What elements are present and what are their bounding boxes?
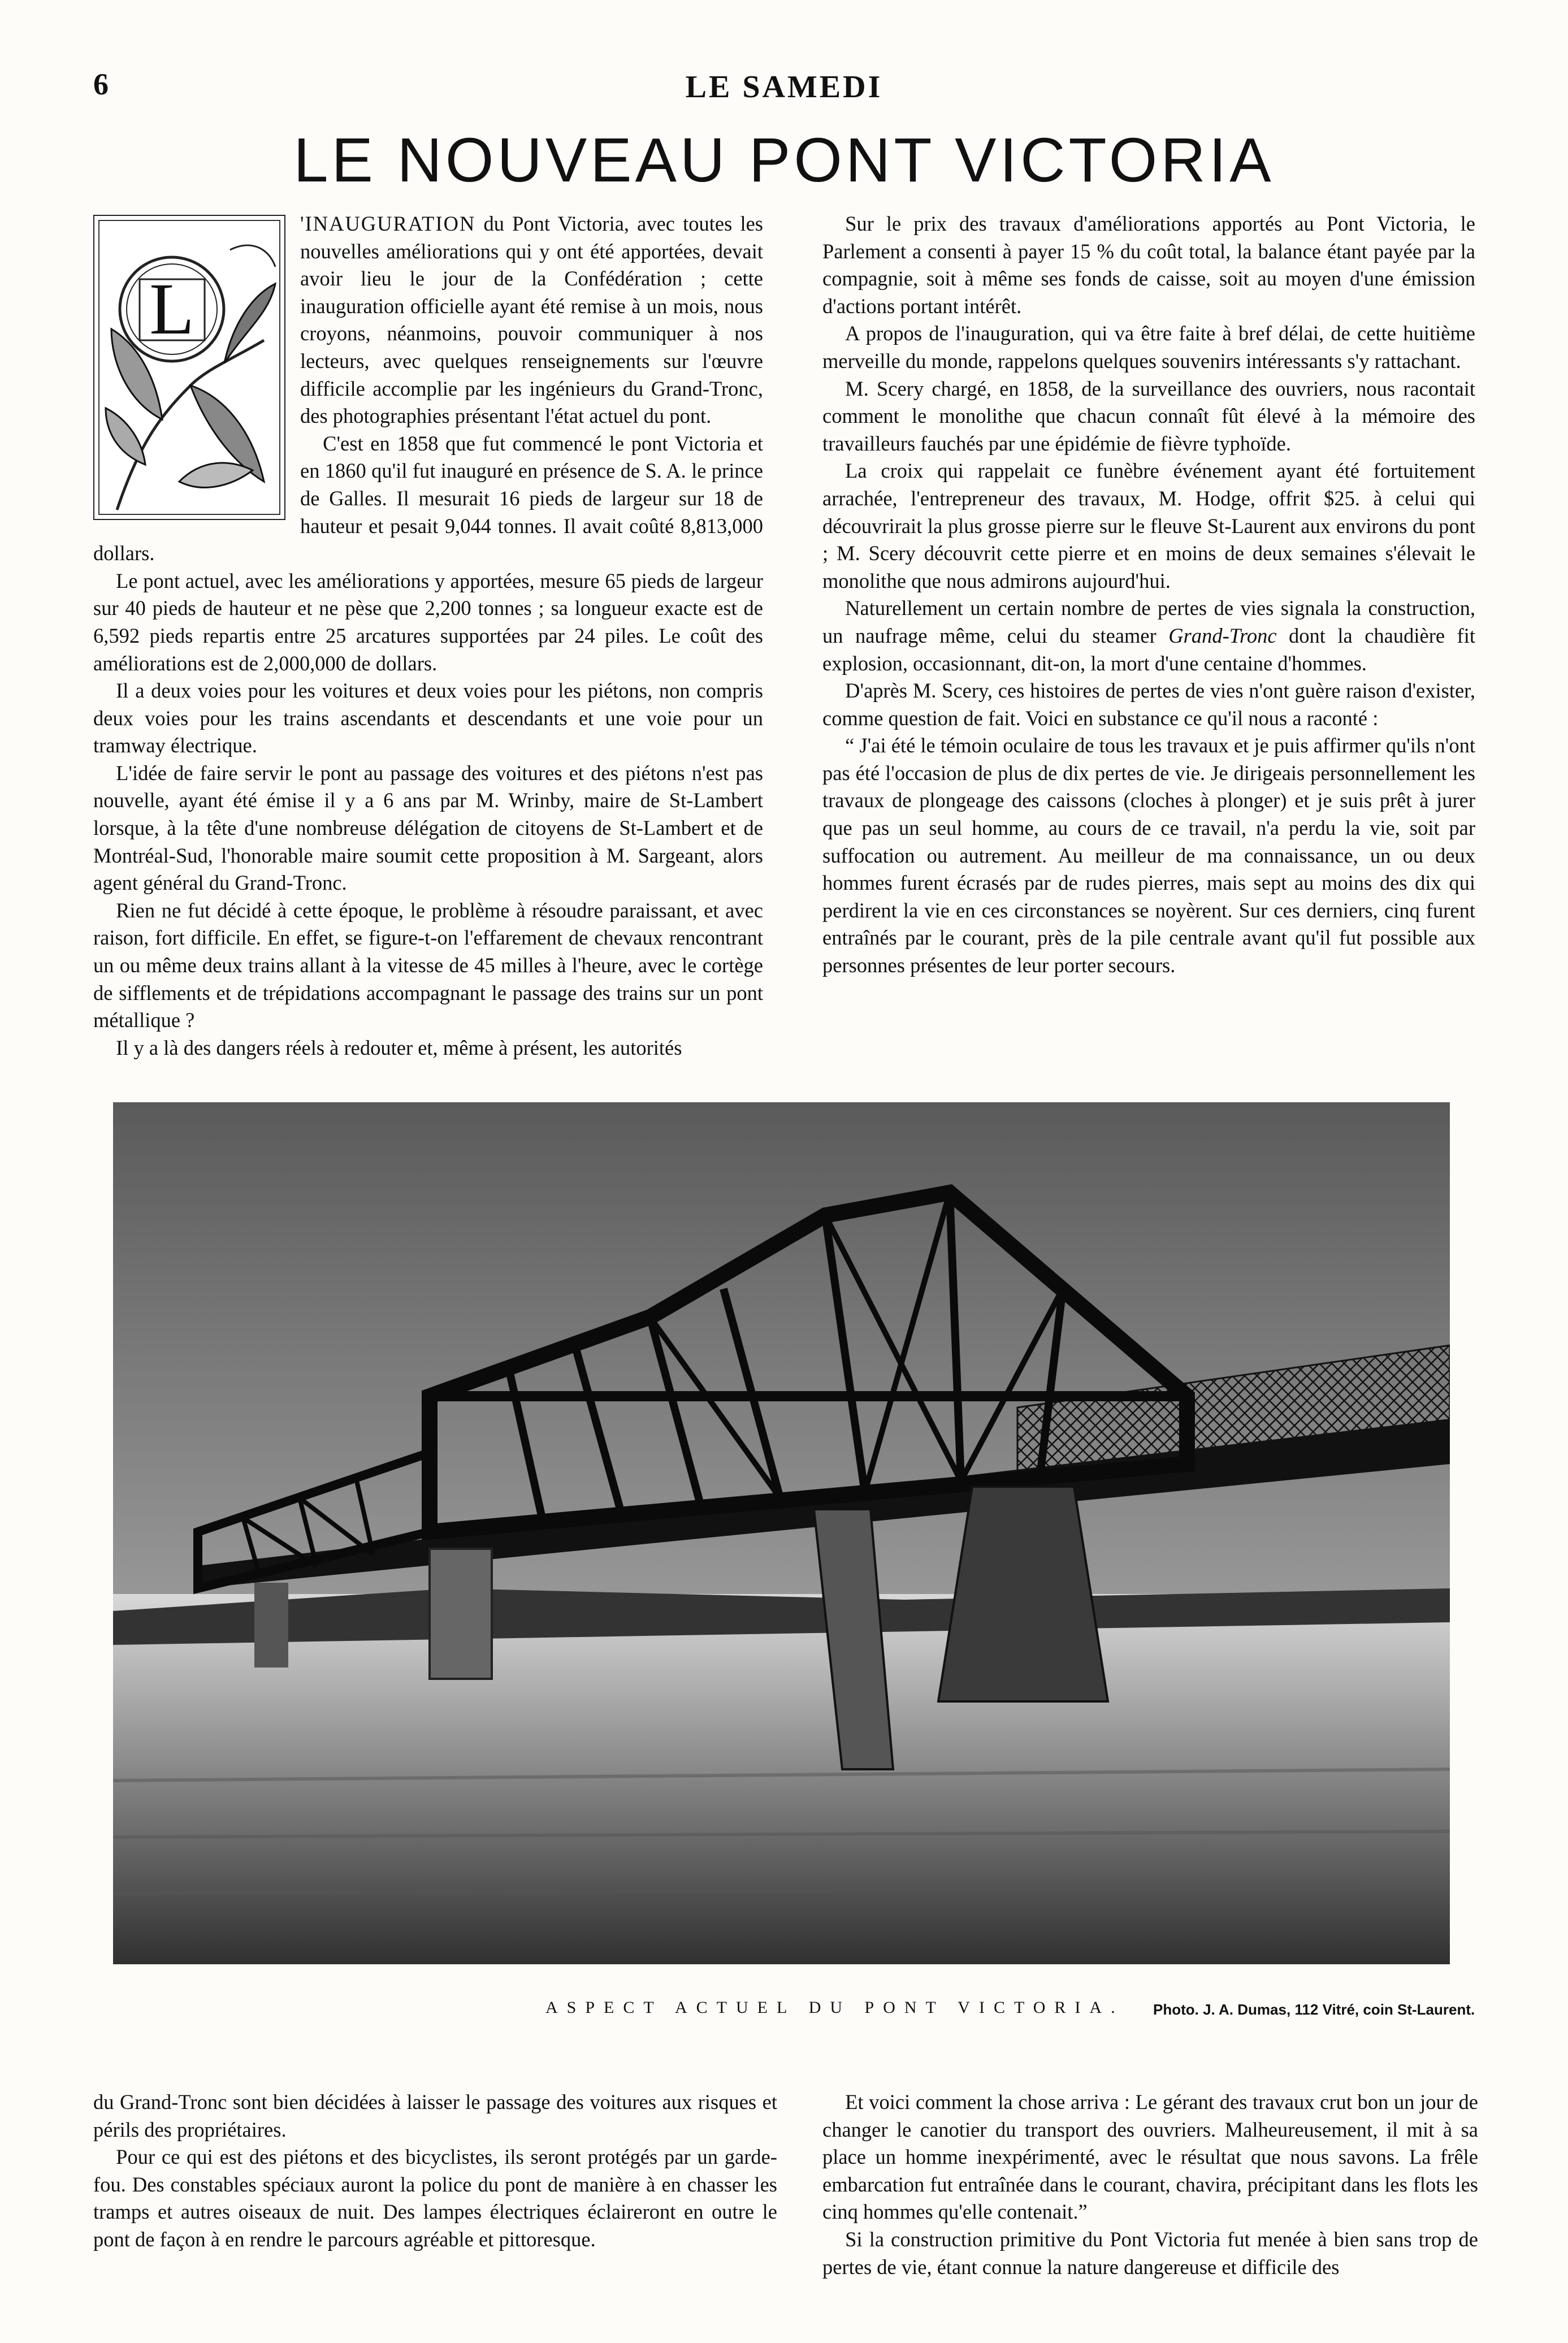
paragraph: Si la construction primitive du Pont Victoria fut menée à bien sans trop de pertes de vie, étant connue la nature dangereuse et difficile des — [822, 2227, 1478, 2279]
ship-name: Grand-Tronc — [1168, 623, 1277, 647]
paragraph-text: du Pont Victoria, avec toutes les nouvelles améliorations qui y ont été apportées, devait avoir lieu le jour de la Confédération ; cette inauguration officielle ayant été remise à un mois, nous croyons, néanmoins, pouvoir communiquer à nos lecteurs, avec quelques renseignements sur l'œuvre difficile accomplie par les ingénieurs du Grand-Tronc, des photographies présentant l'état actuel du pont. — [300, 212, 763, 428]
bridge-photograph — [113, 1102, 1450, 1964]
paragraph-text: dont la chaudière fit explosion, occasionnant, dit-on, la mort d'une centaine d'hommes. — [822, 623, 1475, 675]
paragraph-text: Naturellement un certain nombre de pertes de vies signala la construction, un naufrage même, celui du steamer — [822, 596, 1475, 647]
left-column-bottom — [93, 2089, 777, 2254]
flower-icon — [94, 216, 284, 519]
paragraph: L'idée de faire servir le pont au passage des voitures et des piétons n'est pas nouvelle, ayant été émise il y a 6 ans par M. Wrinby, maire de St-Lambert lorsque, à la tête d'une nombreuse délégation de citoyens de St-Lambert et de Montréal-Sud, l'honorable maire soumit cette proposition à M. Sargeant, alors agent général du Grand-Tronc. — [93, 761, 763, 895]
running-head: LE SAMEDI — [685, 70, 883, 105]
bridge-photo-icon — [113, 1102, 1450, 1964]
paragraph: du Grand-Tronc sont bien décidées à laisser le passage des voitures aux risques et périls des propriétaires. — [93, 2090, 777, 2141]
paragraph: D'après M. Scery, ces histoires de pertes de vies n'ont guère raison d'exister, comme question de fait. Voici en substance ce qu'il nous a raconté : — [822, 679, 1475, 730]
page-number: 6 — [93, 67, 109, 101]
article-title: LE NOUVEAU PONT VICTORIA — [293, 125, 1275, 195]
quote-paragraph: “ J'ai été le témoin oculaire de tous les travaux et je puis affirmer qu'ils n'ont pas été l'occasion de plus de dix pertes de vie. Je dirigeais personnellement les travaux de plongeage des caissons (cloches à plonger) et je suis prêt à jurer que pas un seul homme, au cours de ce travail, n'a perdu la vie, soit par suffocation ou autrement. Au meilleur de ma connaissance, un ou deux hommes furent écrasés par de rudes pierres, mais sept au moins des dix qui perdirent la vie en ces circonstances se noyèrent. Sur ces derniers, cinq furent entraînés par le courant, près de la pile centrale avant qu'il fut possible aux personnes présentes de leur porter secours. — [822, 734, 1475, 977]
paragraph: Sur le prix des travaux d'améliorations apportés au Pont Victoria, le Parlement a consenti à payer 15 % du coût total, la balance étant payée par la compagnie, soit à même ses fonds de caisse, soit au moyen d'une émission d'actions portant intérêt. — [822, 212, 1475, 318]
left-column-top — [93, 210, 763, 1062]
photo-credit: Photo. J. A. Dumas, 112 Vitré, coin St-Laurent. — [1153, 2001, 1475, 2018]
paragraph: Il y a là des dangers réels à redouter et, même à présent, les autorités — [116, 1036, 682, 1059]
dropcap-letter: L — [149, 268, 194, 350]
paragraph: La croix qui rappelait ce funèbre événement ayant été fortuitement arrachée, l'entrepreneur des travaux, M. Hodge, offrit $25. à celui qui découvrirait la plus grosse pierre sur le fleuve St-Laurent aux environs du pont ; M. Scery découvrit cette pierre et en moins de deux semaines s'élevait le monolithe que nous admirons aujourd'hui. — [822, 459, 1475, 592]
paragraph: Rien ne fut décidé à cette époque, le problème à résoudre paraissant, et avec raison, fort difficile. En effet, se figure-t-on l'effarement de chevaux rencontrant un ou même deux trains allant à la vitesse de 45 milles à l'heure, avec le cortège de sifflements et de trépidations accompagnant le passage des trains sur un pont métallique ? — [93, 898, 763, 1032]
paragraph: C'est en 1858 que fut commencé le pont Victoria et en 1860 qu'il fut inauguré en présence de S. A. le prince de Galles. Il mesurait 16 pieds de largeur sur 18 de hauteur et pesait 9,044 tonnes. Il avait coûté 8,813,000 dollars. — [93, 431, 763, 565]
paragraph: A propos de l'inauguration, qui va être faite à bref délai, de cette huitième merveille du monde, rappelons quelques souvenirs intéressants s'y rattachant. — [822, 322, 1475, 373]
right-column-top — [822, 210, 1475, 980]
paragraph — [822, 595, 1475, 677]
paragraph: Pour ce qui est des piétons et des bicyclistes, ils seront protégés par un garde-fou. Des constables spéciaux auront la police du pont de manière à en chasser les tramps et autres oiseaux de nuit. Des lampes électriques éclaireront en outre le pont de façon à en rendre le parcours agréable et pittoresque. — [93, 2145, 777, 2251]
paragraph: M. Scery chargé, en 1858, de la surveillance des ouvriers, nous racontait comment le monolithe que chacun connaît fût élevé à la mémoire des travailleurs fauchés par une épidémie de fièvre typhoïde. — [822, 376, 1475, 455]
photo-caption: ASPECT ACTUEL DU PONT VICTORIA. — [545, 1998, 1124, 2017]
paragraph: Le pont actuel, avec les améliorations y apportées, mesure 65 pieds de largeur sur 40 pieds de hauteur et ne pèse que 2,200 tonnes ; sa longueur exacte est de 6,592 pieds repartis entre 25 arcatures supportées par 24 piles. Le coût des améliorations est de 2,000,000 de dollars. — [93, 569, 763, 675]
paragraph: Et voici comment la chose arriva : Le gérant des travaux crut bon un jour de changer le canotier du transport des ouvriers. Malheureusement, il mit à sa place un homme inexpérimenté, avec le résultat que nous savons. La frêle embarcation fut entraînée dans le courant, chavira, précipitant dans les flots les cinq hommes qu'elle contenait.” — [822, 2090, 1478, 2224]
paragraph: Il a deux voies pour les voitures et deux voies pour les piétons, non compris deux voies pour les trains ascendants et descendants et une voie pour un tramway électrique. — [93, 679, 763, 757]
dropcap-illustration — [93, 215, 285, 520]
right-column-bottom — [822, 2089, 1478, 2281]
lead-word: 'INAUGURATION — [300, 212, 476, 235]
